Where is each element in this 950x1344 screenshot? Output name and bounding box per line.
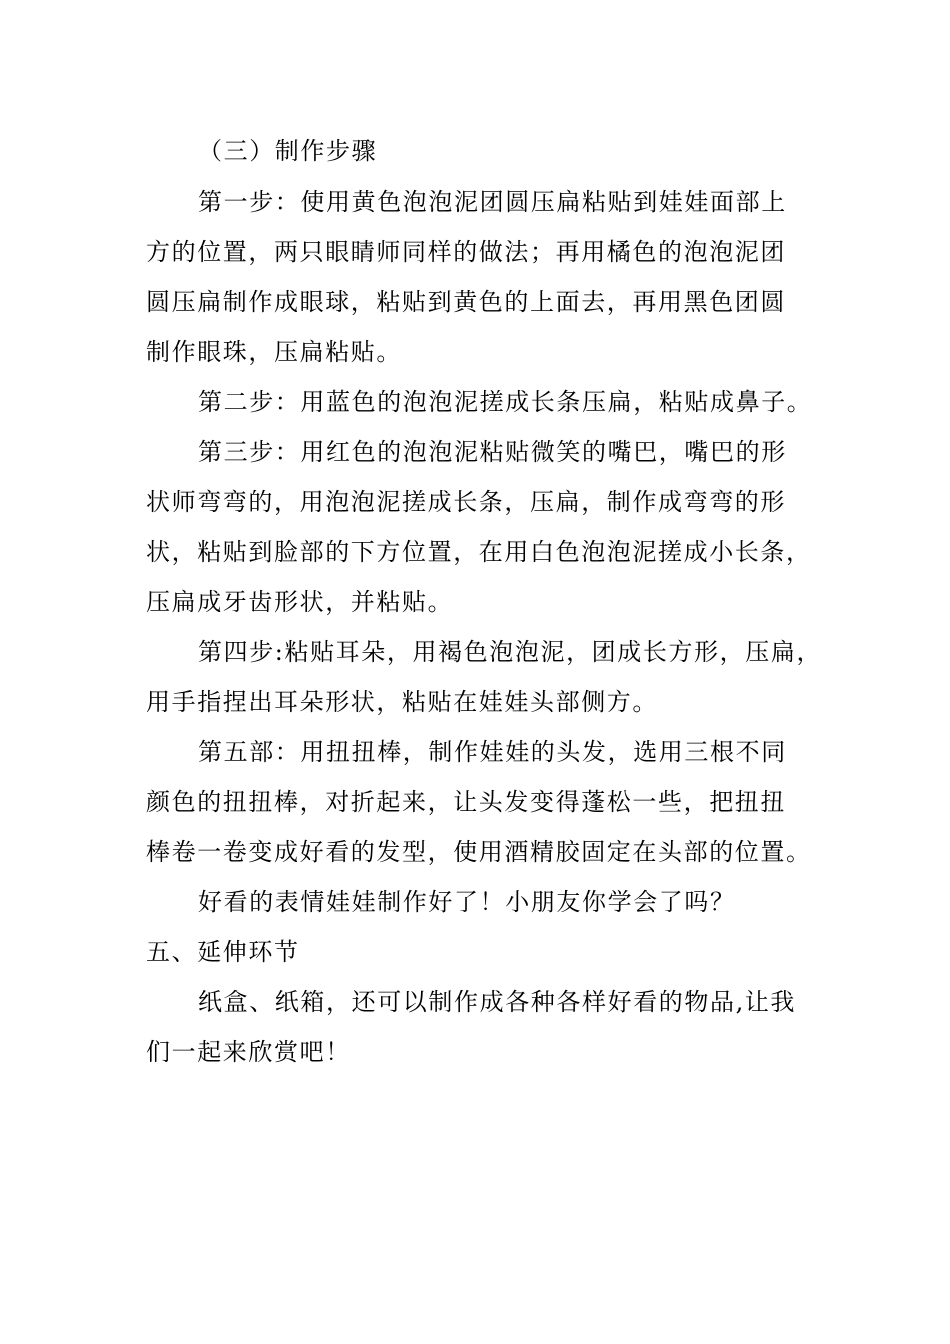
- paragraph-line: 方的位置，两只眼睛师同样的做法；再用橘色的泡泡泥团: [146, 238, 786, 266]
- section-heading: （三）制作步骤: [198, 137, 378, 165]
- section-title: 五、延伸环节: [146, 938, 300, 966]
- paragraph-line: 纸盒、纸箱，还可以制作成各种各样好看的物品,让我: [198, 988, 797, 1016]
- paragraph-line: 状，粘贴到脸部的下方位置，在用白色泡泡泥搓成小长条，: [146, 538, 812, 566]
- paragraph-line: 状师弯弯的，用泡泡泥搓成长条，压扁，制作成弯弯的形: [146, 488, 786, 516]
- paragraph-line: 好看的表情娃娃制作好了！小朋友你学会了吗？: [198, 888, 736, 916]
- paragraph-line: 第一步：使用黄色泡泡泥团圆压扁粘贴到娃娃面部上: [198, 188, 787, 216]
- paragraph-line: 制作眼珠，压扁粘贴。: [146, 338, 402, 366]
- paragraph-line: 第三步：用红色的泡泡泥粘贴微笑的嘴巴，嘴巴的形: [198, 438, 787, 466]
- paragraph-line: 压扁成牙齿形状，并粘贴。: [146, 588, 454, 616]
- paragraph-line: 用手指捏出耳朵形状，粘贴在娃娃头部侧方。: [146, 688, 658, 716]
- paragraph-line: 第四步:粘贴耳朵，用褐色泡泡泥，团成长方形，压扁，: [198, 638, 823, 666]
- paragraph-line: 圆压扁制作成眼球，粘贴到黄色的上面去，再用黑色团圆: [146, 288, 786, 316]
- paragraph-line: 棒卷一卷变成好看的发型，使用酒精胶固定在头部的位置。: [146, 838, 812, 866]
- paragraph-line: 第五部：用扭扭棒，制作娃娃的头发，选用三根不同: [198, 738, 787, 766]
- paragraph-line: 第二步：用蓝色的泡泡泥搓成长条压扁，粘贴成鼻子。: [198, 388, 813, 416]
- paragraph-line: 颜色的扭扭棒，对折起来，让头发变得蓬松一些，把扭扭: [146, 788, 786, 816]
- paragraph-line: 们一起来欣赏吧！: [146, 1038, 351, 1066]
